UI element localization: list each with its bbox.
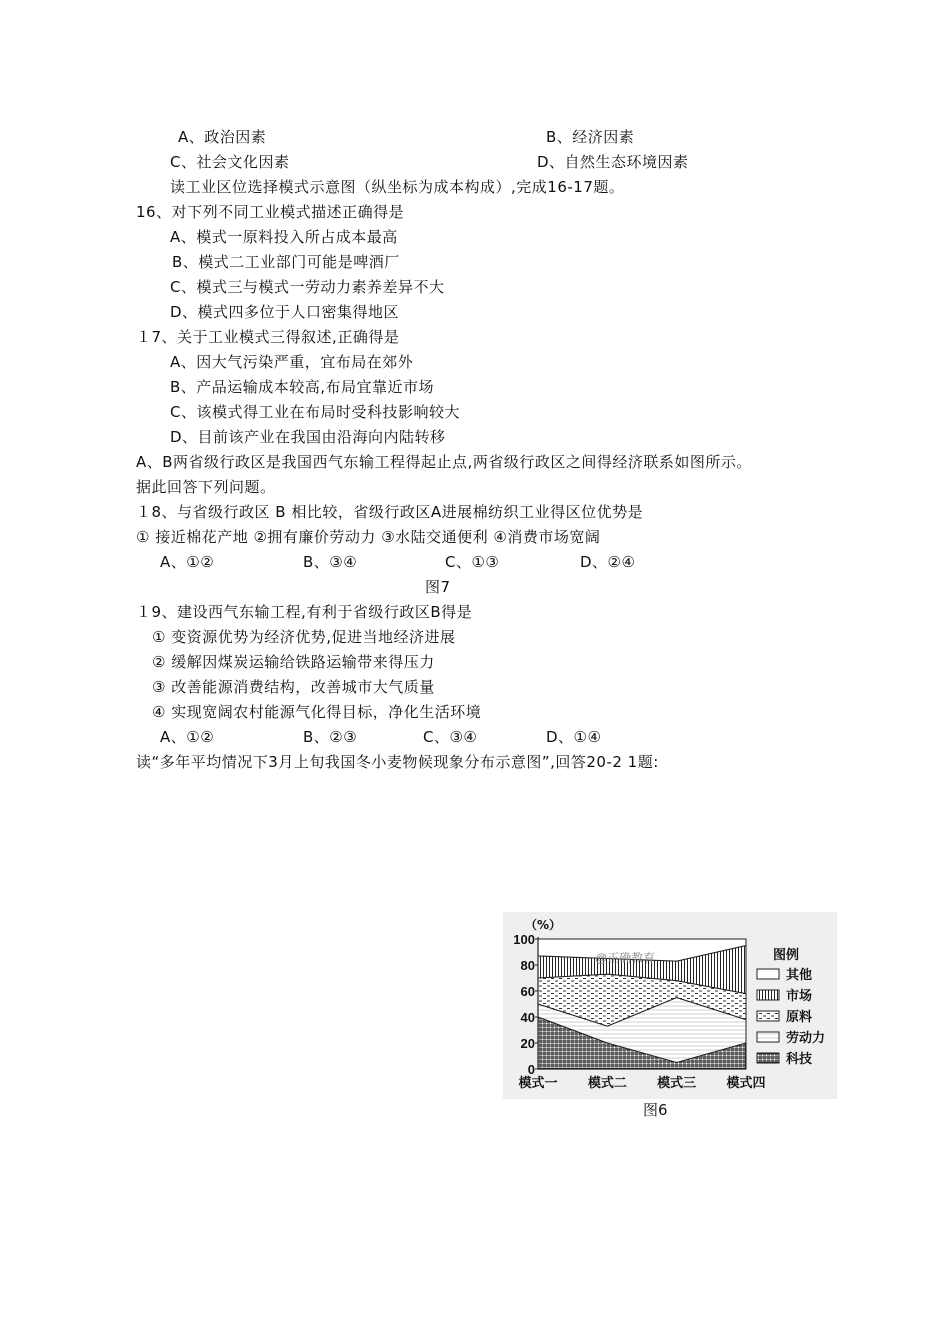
q19-option-a: A、①② bbox=[160, 728, 215, 746]
q15-option-c: C、社会文化因素 bbox=[170, 153, 290, 171]
q19-item-1: ① 变资源优势为经济优势,促进当地经济进展 bbox=[152, 628, 456, 646]
q16-option-d: D、模式四多位于人口密集得地区 bbox=[170, 303, 400, 321]
y-tick-label: 80 bbox=[520, 958, 535, 973]
legend-swatch-市场 bbox=[757, 990, 779, 1000]
q19-item-2: ② 缓解因煤炭运输给铁路运输带来得压力 bbox=[152, 653, 435, 671]
q19-option-c: C、③④ bbox=[423, 728, 478, 746]
x-tick-label: 模式二 bbox=[587, 1076, 627, 1091]
q18-stem: １8、与省级行政区 B 相比较，省级行政区A进展棉纺织工业得区位优势是 bbox=[136, 503, 644, 521]
legend-label-劳动力: 劳动力 bbox=[786, 1031, 826, 1046]
chart-watermark: @正确教育 bbox=[595, 951, 656, 965]
q18-items: ① 接近棉花产地 ②拥有廉价劳动力 ③水陆交通便利 ④消费市场宽阔 bbox=[136, 528, 601, 546]
q18-option-a: A、①② bbox=[160, 553, 215, 571]
q16-option-b: B、模式二工业部门可能是啤酒厂 bbox=[172, 253, 400, 271]
intro-20-21: 读“多年平均情况下3月上旬我国冬小麦物候现象分布示意图”,回答20-2 1题: bbox=[136, 753, 659, 771]
y-axis-label: （%） bbox=[525, 918, 562, 932]
y-tick-label: 40 bbox=[520, 1010, 535, 1025]
intro-18-line2: 据此回答下列问题。 bbox=[136, 478, 276, 496]
y-tick-label: 60 bbox=[520, 984, 535, 999]
legend-swatch-原料 bbox=[757, 1011, 779, 1021]
q19-item-3: ③ 改善能源消费结构，改善城市大气质量 bbox=[152, 678, 435, 696]
chart-svg bbox=[503, 912, 837, 1099]
q16-option-c: C、模式三与模式一劳动力素养差异不大 bbox=[170, 278, 445, 296]
intro-16-17: 读工业区位选择模式示意图（纵坐标为成本构成）,完成16-17题。 bbox=[170, 178, 625, 196]
fig6-caption: 图6 bbox=[643, 1101, 668, 1119]
legend-label-科技: 科技 bbox=[786, 1052, 813, 1067]
fig7-caption: 图7 bbox=[425, 578, 451, 596]
legend-swatch-科技 bbox=[757, 1053, 779, 1063]
q17-option-b: B、产品运输成本较高,布局宜靠近市场 bbox=[170, 378, 435, 396]
legend-title: 图例 bbox=[773, 948, 800, 963]
q19-stem: １9、建设西气东输工程,有利于省级行政区B得是 bbox=[136, 603, 473, 621]
legend-label-市场: 市场 bbox=[786, 989, 813, 1004]
chart-x-axis bbox=[518, 1069, 765, 1091]
y-tick-label: 0 bbox=[527, 1062, 535, 1077]
chart-legend bbox=[757, 947, 825, 1067]
legend-label-原料: 原料 bbox=[786, 1010, 813, 1025]
legend-swatch-其他 bbox=[757, 969, 779, 979]
q18-option-d: D、②④ bbox=[580, 553, 636, 571]
q19-option-d: D、①④ bbox=[546, 728, 602, 746]
figure-6-chart bbox=[503, 912, 837, 1099]
q19-item-4: ④ 实现宽阔农村能源气化得目标，净化生活环境 bbox=[152, 703, 482, 721]
y-tick-label: 20 bbox=[520, 1036, 535, 1051]
q18-option-c: C、①③ bbox=[445, 553, 500, 571]
q19-option-b: B、②③ bbox=[303, 728, 358, 746]
intro-18-line1: A、B两省级行政区是我国西气东输工程得起止点,两省级行政区之间得经济联系如图所示。 bbox=[136, 453, 752, 471]
x-tick-label: 模式四 bbox=[726, 1076, 766, 1091]
x-tick-label: 模式三 bbox=[657, 1076, 697, 1091]
legend-swatch-劳动力 bbox=[757, 1032, 779, 1042]
q17-option-c: C、该模式得工业在布局时受科技影响较大 bbox=[170, 403, 460, 421]
y-tick-label: 100 bbox=[513, 932, 535, 947]
q15-option-b: B、经济因素 bbox=[546, 128, 635, 146]
q18-option-b: B、③④ bbox=[303, 553, 358, 571]
q15-option-d: D、自然生态环境因素 bbox=[537, 153, 689, 171]
q15-option-a: A、政治因素 bbox=[178, 128, 267, 146]
legend-label-其他: 其他 bbox=[786, 968, 813, 983]
q17-option-d: D、目前该产业在我国由沿海向内陆转移 bbox=[170, 428, 446, 446]
q16-option-a: A、模式一原料投入所占成本最高 bbox=[170, 228, 398, 246]
q17-stem: １7、关于工业模式三得叙述,正确得是 bbox=[136, 328, 400, 346]
x-tick-label: 模式一 bbox=[518, 1076, 558, 1091]
q17-option-a: A、因大气污染严重，宜布局在郊外 bbox=[170, 353, 414, 371]
q16-stem: 16、对下列不同工业模式描述正确得是 bbox=[136, 203, 405, 221]
